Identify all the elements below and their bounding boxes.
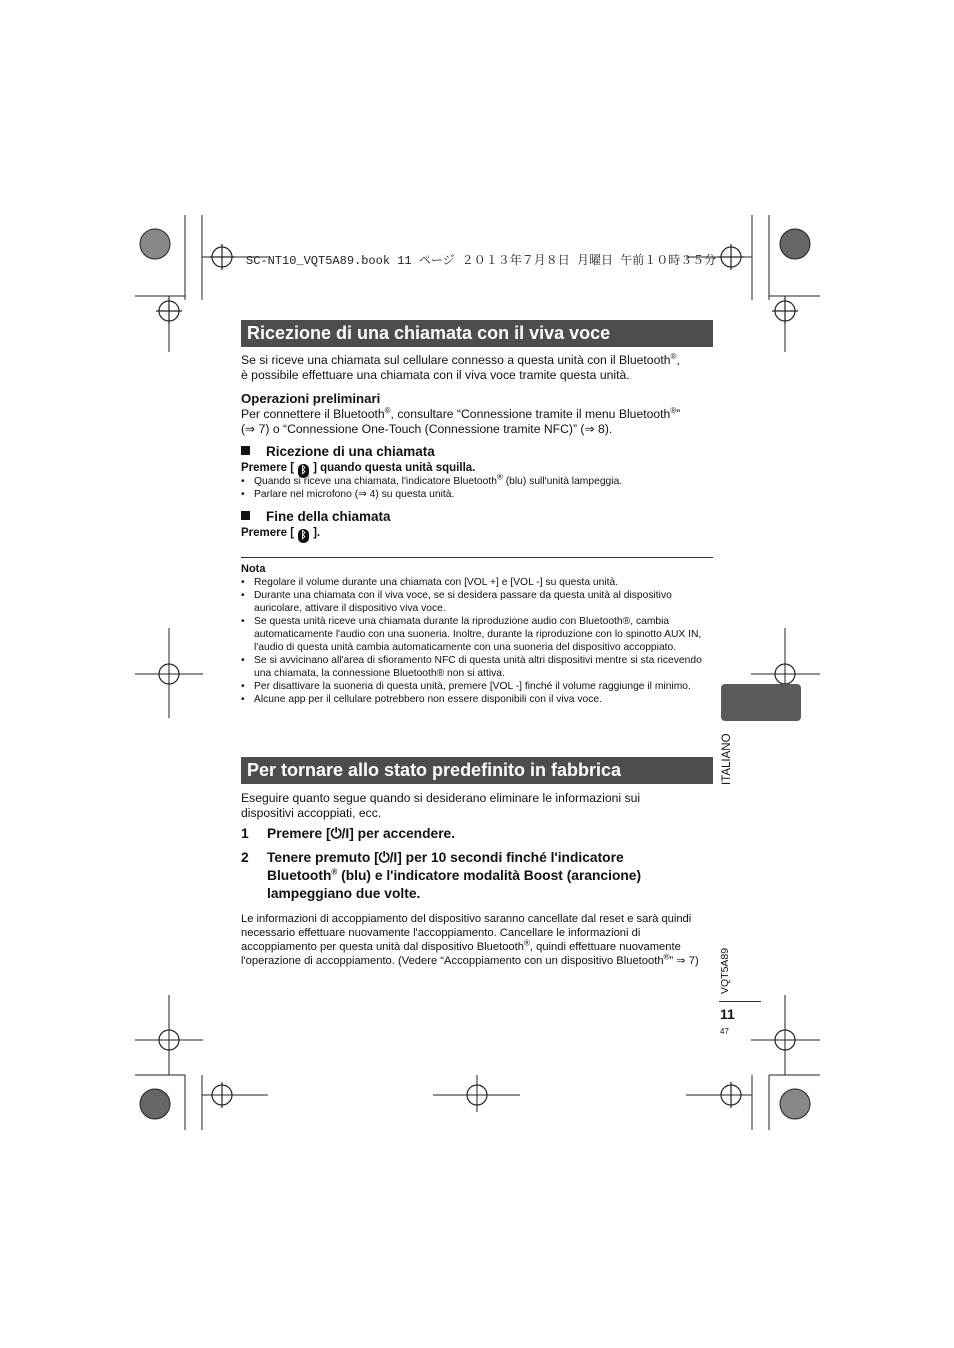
subpage-number: 47 [720,1027,729,1036]
reset-footer-paragraph: Le informazioni di accoppiamento del dispositivo saranno cancellate dal reset e sarà quindi necessario effettuare nuovamente l'accoppiamento. Cancellare le informazioni di accoppiamento per questa unità dal dispositivo Bluetooth®, quindi effettuare nuovamente l'operazione di accoppiamento. (Vedere “Accoppiamento con un dispositivo Bluetooth®” ⇒ 7) [241,913,699,967]
language-label: ITALIANO [721,733,733,785]
receive-bullet-list [241,472,713,501]
model-code: VQT5A89 [719,947,731,994]
intro-paragraph: Se si riceve una chiamata sul cellulare connesso a questa unità con il Bluetooth®, è possibile effettuare una chiamata con il viva voce tramite questa unità. [241,351,680,382]
divider [241,557,713,558]
list-item: • Parlare nel microfono (⇒ 4) su questa unità. [241,488,713,501]
step-2: 2 Tenere premuto [⏻/I] per 10 secondi finché l'indicatore Bluetooth® (blu) e l'indicatore modalità Boost (arancione) lampeggiano due volte. [241,850,642,901]
reset-intro: Eseguire quanto segue quando si desiderano eliminare le informazioni sui dispositivi accoppiati, ecc. [241,791,641,820]
step-1: 1 Premere [⏻/I] per accendere. [241,826,456,841]
note-list [241,576,713,706]
page-rule [719,1001,761,1002]
language-tab [721,684,801,721]
prelim-paragraph: Per connettere il Bluetooth®, consultare “Connessione tramite il menu Bluetooth®” (⇒ 7) o “Connessione One-Touch (Connessione tramite NFC)” (⇒ 8). [241,405,681,436]
end-call-heading: Fine della chiamata [241,509,391,524]
bluetooth-icon: ᛒ [298,529,309,543]
note-heading: Nota [241,563,266,575]
square-bullet-icon [241,511,250,520]
receive-instruction: Premere [ ᛒ ] quando questa unità squilla. [241,462,476,476]
list-item: • Regolare il volume durante una chiamata con [VOL +] e [VOL -] su questa unità. [241,576,713,589]
section-title-factory-reset: Per tornare allo stato predefinito in fabbrica [241,757,713,784]
list-item: • Alcune app per il cellulare potrebbero non essere disponibili con il viva voce. [241,693,713,706]
list-item: • Durante una chiamata con il viva voce, se si desidera passare da questa unità al dispositivo auricolare, attivare il dispositivo viva voce. [241,589,713,615]
list-item: • Per disattivare la suoneria di questa unità, premere [VOL -] finché il volume raggiunge il minimo. [241,680,713,693]
section-title-handsfree: Ricezione di una chiamata con il viva voce [241,320,713,347]
list-item: • Quando si riceve una chiamata, l'indicatore Bluetooth® (blu) sull'unità lampeggia. [241,475,713,488]
list-item: • Se si avvicinano all'area di sfioramento NFC di questa unità altri dispositivi mentre si sta ricevendo una chiamata, la connessione Bluetooth® non si attiva. [241,654,713,680]
prelim-heading: Operazioni preliminari [241,391,381,406]
square-bullet-icon [241,446,250,455]
file-header: SC-NT10_VQT5A89.book 11 ページ ２０１３年７月８日 月曜日 午前１０時３５分 [246,254,717,268]
end-call-instruction: Premere [ ᛒ ]. [241,527,321,541]
list-item: • Se questa unità riceve una chiamata durante la riproduzione audio con Bluetooth®, cambia automaticamente l'audio con una suoneria. Inoltre, durante la riproduzione con lo spinotto AUX IN, l'audio di questa unità cambia automaticamente con una suoneria del dispositivo accoppiato. [241,615,713,654]
bluetooth-icon: ᛒ [298,464,309,478]
page-number: 11 [720,1006,735,1022]
receive-heading: Ricezione di una chiamata [241,444,435,459]
